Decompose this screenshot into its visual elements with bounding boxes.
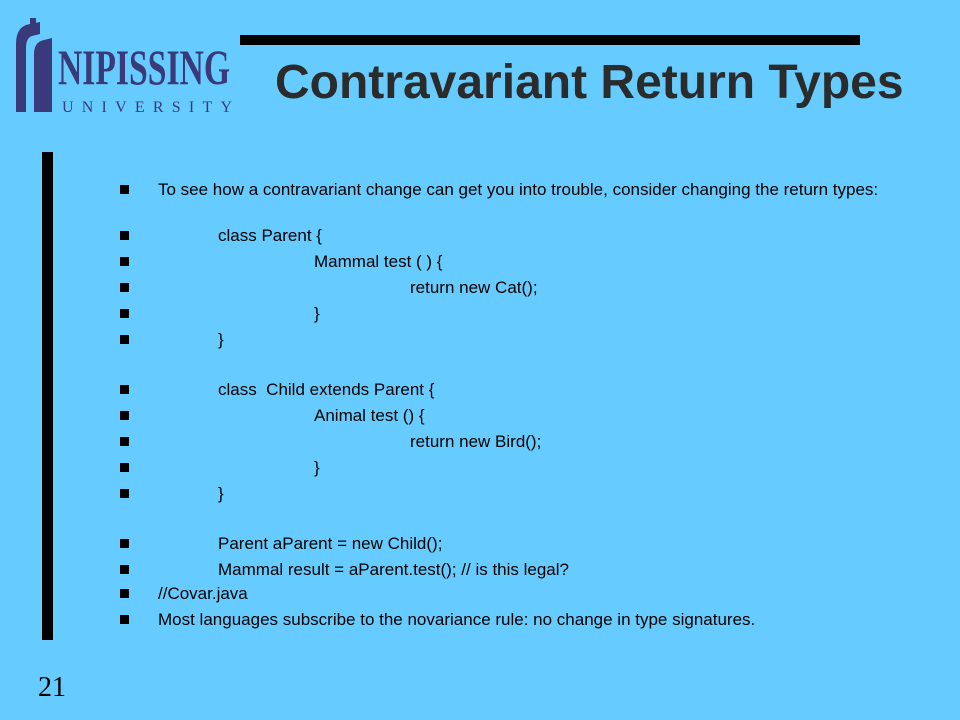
- diamond-bullet-icon: [120, 589, 129, 598]
- diamond-bullet-icon: [120, 283, 129, 292]
- diamond-bullet-icon: [120, 539, 129, 548]
- bullet-text: To see how a contravariant change can get you into trouble, consider changing the return types:: [158, 180, 879, 199]
- nipissing-logo: [12, 14, 242, 124]
- bullet-text: Mammal test ( ) {: [314, 252, 443, 271]
- bullet-text: class Parent {: [218, 226, 322, 245]
- diamond-bullet-icon: [120, 385, 129, 394]
- bullet-text: }: [314, 304, 320, 323]
- diamond-bullet-icon: [120, 489, 129, 498]
- diamond-bullet-icon: [120, 257, 129, 266]
- diamond-bullet-icon: [120, 231, 129, 240]
- bullet-text: return new Bird();: [410, 432, 542, 451]
- slide-number: 21: [38, 672, 66, 703]
- bullet-text: }: [218, 330, 224, 349]
- diamond-bullet-icon: [120, 437, 129, 446]
- diamond-bullet-icon: [120, 615, 129, 624]
- logo-wordmark: NIPISSING: [58, 39, 230, 95]
- bullet-text: Animal test () {: [314, 406, 425, 425]
- slide-title: Contravariant Return Types: [275, 56, 904, 109]
- bullet-text: Mammal result = aParent.test(); // is this legal?: [218, 560, 569, 579]
- left-rule: [42, 152, 53, 640]
- diamond-bullet-icon: [120, 309, 129, 318]
- diamond-bullet-icon: [120, 411, 129, 420]
- diamond-bullet-icon: [120, 463, 129, 472]
- bullet-text: }: [314, 458, 320, 477]
- bullet-text: Parent aParent = new Child();: [218, 534, 443, 553]
- logo-university: UNIVERSITY: [62, 99, 232, 116]
- diamond-bullet-icon: [120, 335, 129, 344]
- diamond-bullet-icon: [120, 565, 129, 574]
- top-rule: [240, 35, 860, 45]
- bullet-text: class Child extends Parent {: [218, 380, 435, 399]
- diamond-bullet-icon: [120, 185, 129, 194]
- bullet-text: return new Cat();: [410, 278, 538, 297]
- bullet-text: Most languages subscribe to the novariance rule: no change in type signatures.: [158, 610, 756, 629]
- bullet-text: }: [218, 484, 224, 503]
- bullet-text: //Covar.java: [158, 584, 248, 603]
